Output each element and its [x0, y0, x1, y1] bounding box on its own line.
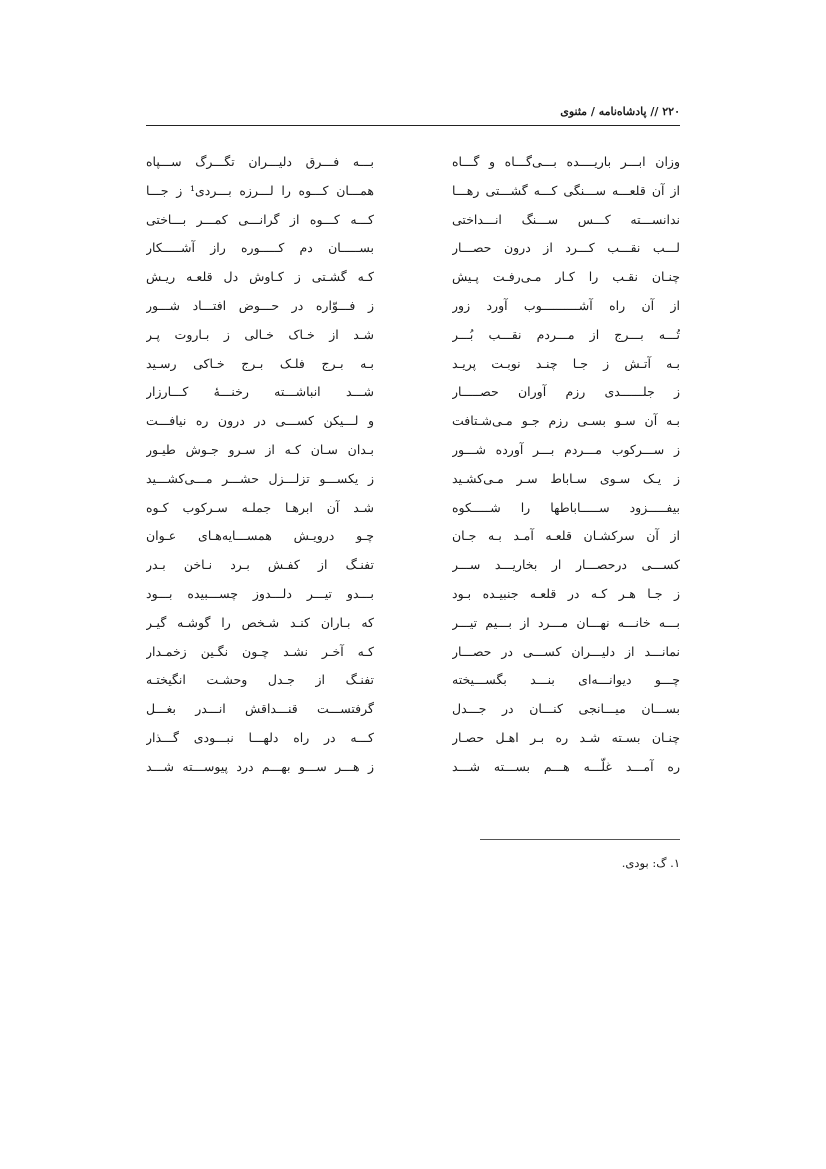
hemistich-left: شـد از خـاک خـالی ز بـاروت پـر — [146, 326, 374, 342]
couplet — [146, 436, 680, 465]
hemistich-right: ز جلــــــدی رزم آوران حصـــــار — [452, 384, 680, 400]
couplet — [146, 580, 680, 609]
couplet — [146, 753, 680, 782]
couplet — [146, 666, 680, 695]
couplet — [146, 494, 680, 523]
hemistich-right: بـه آتـش ز جـا چنـد نوبـت پریـد — [452, 355, 680, 371]
couplet — [146, 638, 680, 667]
hemistich-left: بـــه فـــرق دلیـــران تگـــرگ ســـپاه — [146, 154, 374, 169]
couplet — [146, 350, 680, 379]
couplet — [146, 551, 680, 580]
hemistich-right: ره آمـــد غلّـــه هـــم بســـته شـــد — [452, 758, 680, 774]
hemistich-left: بســـــان دم کـــــوره راز آشـــــکار — [146, 240, 374, 256]
hemistich-left: تفنـگ از جـدل وحشـت انگیختـه — [146, 672, 374, 688]
hemistich-right: ز یـک سـوی سـاباط سـر مـی‌کشـید — [452, 470, 680, 486]
hemistich-right: نمانـــد از دلیـــران کســـی در حصـــار — [452, 643, 680, 659]
hemistich-left: ز هـــر ســـو بهـــم درد پیوســـته شـــد — [146, 758, 374, 774]
hemistich-left: شـــد انباشـــته رخنـــهٔ کـــارزار — [146, 384, 374, 400]
header-rule — [146, 125, 680, 126]
hemistich-left: ز فـــوّاره در حـــوض افتـــاد شـــور — [146, 297, 374, 313]
couplet — [146, 177, 680, 206]
couplet — [146, 206, 680, 235]
couplet — [146, 378, 680, 407]
hemistich-right: ندانســـته کـــس ســـنگ انـــداختی — [452, 211, 680, 227]
hemistich-left: همـــان کـــوه را لـــرزه بـــردی¹ ز جـــا — [146, 182, 374, 198]
couplet — [146, 522, 680, 551]
hemistich-right: بـــه خانـــه نهـــان مـــرد از بـــیم تیـــر — [452, 614, 680, 630]
couplet — [146, 263, 680, 292]
hemistich-right: چنـان بسـته شـد ره بـر اهـل حصـار — [452, 729, 680, 745]
hemistich-right: بـه آن سـو بسـی رزم جـو مـی‌شـتافت — [452, 413, 680, 429]
couplet — [146, 695, 680, 724]
verse-block — [146, 148, 680, 782]
hemistich-left: و لـــیکن کســـی در درون ره نیافـــت — [146, 413, 374, 429]
hemistich-right: تُـــه بـــرج از مـــردم نقـــب بُـــر — [452, 326, 680, 342]
hemistich-right: لـــب نقـــب کـــرد از درون حصـــار — [452, 240, 680, 256]
hemistich-left: بـه بـرج فلـک بـرج خـاکی رسـید — [146, 355, 374, 371]
hemistich-left: که بـاران کنـد شـخص را گوشـه گیـر — [146, 614, 374, 630]
hemistich-left: کـــه در راه دلهـــا نبـــودی گـــذار — [146, 729, 374, 745]
hemistich-right: کســـی درحصـــار ار بخاریـــد ســـر — [452, 557, 680, 573]
hemistich-left: کـه گشـتی ز کـاوش دل قلعـه ریـش — [146, 269, 374, 285]
couplet — [146, 321, 680, 350]
hemistich-right: ز جـا هـر کـه در قلعـه جنبیـده بـود — [452, 585, 680, 601]
hemistich-left: تفنـگ از کفـش بـرد نـاخن بـدر — [146, 557, 374, 573]
couplet — [146, 407, 680, 436]
hemistich-left: بـدان سـان کـه از سـرو جـوش طیـور — [146, 441, 374, 457]
couplet — [146, 292, 680, 321]
hemistich-right: چنـان نقـب را کـار مـی‌رفـت پـیش — [452, 269, 680, 285]
hemistich-left: گرفتســـت قنـــداقش انـــدر بغـــل — [146, 701, 374, 717]
couplet — [146, 234, 680, 263]
hemistich-right: وزان ابـــر باریــــده بـــی‌گـــاه و گـــاه — [452, 154, 680, 169]
hemistich-left: ز یکســـو تزلـــزل حشـــر مـــی‌کشـــید — [146, 470, 374, 486]
hemistich-left: بـــدو تیـــر دلـــدوز چســـبیده بـــود — [146, 585, 374, 601]
hemistich-left: کـه آخـر نشـد چـون نگـین زخمـدار — [146, 643, 374, 659]
couplet — [146, 465, 680, 494]
hemistich-left: چـو درویـش همســـایه‌هـای عـوان — [146, 528, 374, 544]
hemistich-left: شـد آن ابرهـا جملـه سـرکوب کـوه — [146, 499, 374, 515]
running-head: ۲۲۰ // پادشاه‌نامه / مثنوی — [560, 105, 680, 118]
hemistich-right: از آن سرکشـان قلعـه آمـد بـه جـان — [452, 528, 680, 544]
hemistich-right: بیفـــــزود ســـــاباطها را شـــــکوه — [452, 499, 680, 515]
hemistich-right: از آن راه آشــــــــــوب آورد زور — [452, 297, 680, 313]
footnote-rule — [480, 839, 680, 840]
couplet — [146, 724, 680, 753]
couplet — [146, 609, 680, 638]
hemistich-right: ز ســـرکوب مـــردم بـــر آورده شـــور — [452, 441, 680, 457]
footnote: ۱. گ: بودی. — [621, 856, 680, 870]
hemistich-right: بســـان میـــانجی کنـــان در جـــدل — [452, 701, 680, 717]
hemistich-left: کـــه کـــوه از گرانـــی کمـــر بـــاختی — [146, 211, 374, 227]
hemistich-right: چـــو دیوانـــه‌ای بنـــد بگســـیخته — [452, 672, 680, 688]
couplet — [146, 148, 680, 177]
hemistich-right: از آن قلعـــه ســـنگی کـــه گشـــتی رهـــا — [452, 182, 680, 198]
